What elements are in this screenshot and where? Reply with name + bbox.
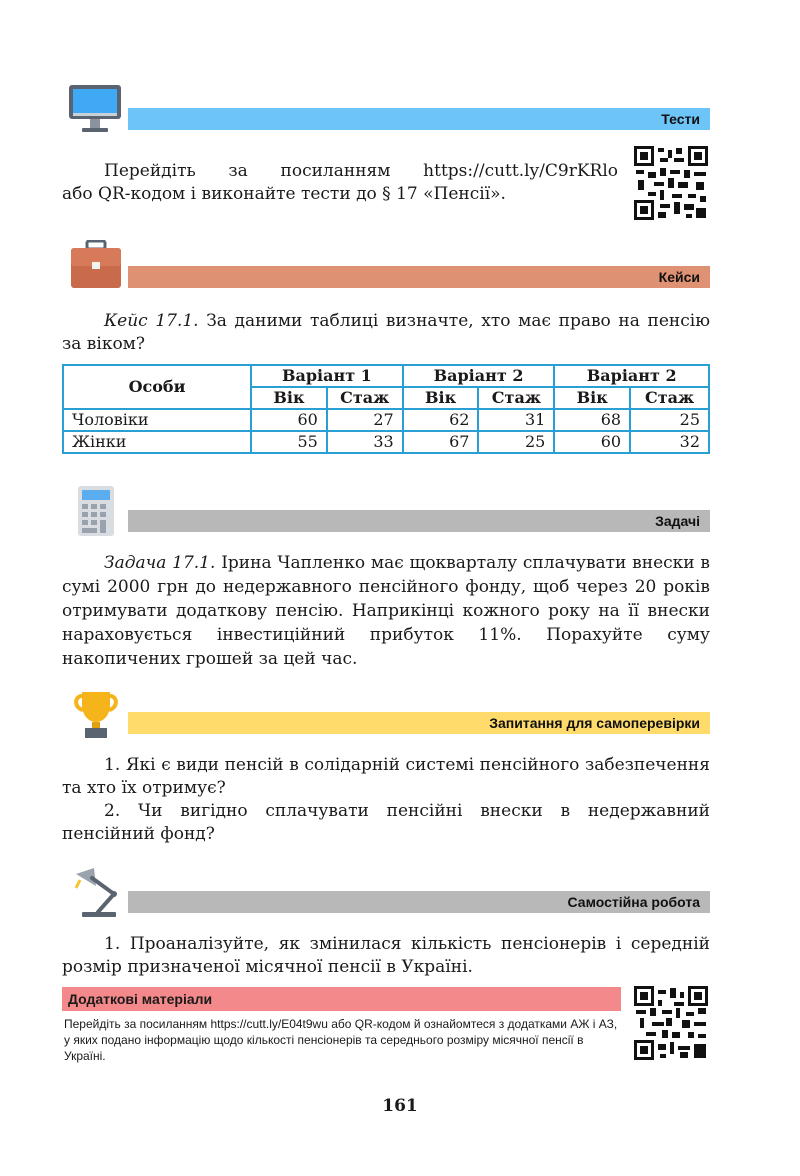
question-item: 1. Які є види пенсій в солідарній системі пенсійного забезпечення та хто їх отримує? bbox=[62, 755, 710, 798]
questions-block bbox=[62, 754, 710, 846]
pension-criteria-table bbox=[62, 364, 710, 454]
section-bar-tasks: Задачі bbox=[128, 510, 710, 532]
table-subheader-age: Вік bbox=[554, 387, 630, 409]
table-cell: 25 bbox=[630, 409, 709, 431]
tests-line-1: Перейдіть за посиланням https://cutt.ly/C9rKRlo bbox=[104, 161, 618, 181]
table-header-persons: Особи bbox=[63, 365, 251, 409]
task-label: Задача 17.1. bbox=[104, 553, 216, 573]
monitor-icon bbox=[68, 84, 122, 136]
table-subheader-age: Вік bbox=[251, 387, 327, 409]
table-cell: 31 bbox=[478, 409, 554, 431]
table-cell: 55 bbox=[251, 431, 327, 453]
extra-materials-text: Перейдіть за посиланням https://cutt.ly/E04t9wu або QR-кодом й ознайомтеся з додатками АЖ і АЗ, у яких подано інформацію щодо кількості пенсіонерів та середнього розміру місячної пенсії в Україні. bbox=[64, 1017, 618, 1063]
tests-line-2: або QR-кодом і виконайте тести до § 17 «Пенсії». bbox=[62, 184, 506, 204]
independent-paragraph bbox=[62, 933, 710, 979]
extra-materials-title: Додаткові матеріали bbox=[62, 987, 621, 1011]
task-text: Ірина Чапленко має щокварталу сплачувати внески в сумі 2000 грн до недержавного пенсійного фонду, щоб через 20 років отримувати додаткову пенсію. Наприкінці кожного року на її внески нараховується інвестиційний прибуток 11%. Порахуйте суму накопичених грошей за цей час. bbox=[62, 553, 710, 669]
table-cell: 33 bbox=[327, 431, 403, 453]
independent-task: 1. Проаналізуйте, як змінилася кількість пенсіонерів і середній розмір призначеної місячної пенсії в Україні. bbox=[62, 934, 710, 977]
table-cell: 60 bbox=[554, 431, 630, 453]
section-bar-independent: Самостійна робота bbox=[128, 891, 710, 913]
table-row bbox=[63, 409, 709, 431]
tests-paragraph bbox=[62, 160, 618, 206]
table-header-variant-1: Варіант 1 bbox=[251, 365, 403, 387]
row-label: Чоловіки bbox=[63, 409, 251, 431]
table-cell: 25 bbox=[478, 431, 554, 453]
table-subheader-experience: Стаж bbox=[630, 387, 709, 409]
section-bar-selfcheck: Запитання для самоперевірки bbox=[128, 712, 710, 734]
table-cell: 27 bbox=[327, 409, 403, 431]
table-cell: 32 bbox=[630, 431, 709, 453]
case-text: За даними таблиці визначте, хто має право на пенсію за віком? bbox=[62, 311, 710, 354]
row-label: Жінки bbox=[63, 431, 251, 453]
table-cell: 68 bbox=[554, 409, 630, 431]
case-label: Кейс 17.1. bbox=[104, 311, 199, 331]
calculator-icon bbox=[78, 486, 114, 536]
table-cell: 62 bbox=[403, 409, 479, 431]
task-paragraph bbox=[62, 551, 710, 671]
table-header-variant-3: Варіант 2 bbox=[554, 365, 709, 387]
table-cell: 60 bbox=[251, 409, 327, 431]
page-number: 161 bbox=[382, 1096, 418, 1116]
briefcase-icon bbox=[70, 240, 122, 290]
qr-code-extra[interactable] bbox=[634, 986, 708, 1060]
qr-code-tests[interactable] bbox=[634, 146, 708, 220]
table-header-variant-2: Варіант 2 bbox=[403, 365, 555, 387]
table-row bbox=[63, 431, 709, 453]
table-subheader-experience: Стаж bbox=[327, 387, 403, 409]
table-subheader-age: Вік bbox=[403, 387, 479, 409]
table-subheader-experience: Стаж bbox=[478, 387, 554, 409]
trophy-icon bbox=[70, 690, 122, 740]
section-bar-cases: Кейси bbox=[128, 266, 710, 288]
desk-lamp-icon bbox=[72, 866, 124, 918]
case-paragraph bbox=[62, 310, 710, 356]
table-cell: 67 bbox=[403, 431, 479, 453]
question-item: 2. Чи вигідно сплачувати пенсійні внески в недержавний пенсійний фонд? bbox=[62, 801, 710, 844]
section-bar-tests: Тести bbox=[128, 108, 710, 130]
